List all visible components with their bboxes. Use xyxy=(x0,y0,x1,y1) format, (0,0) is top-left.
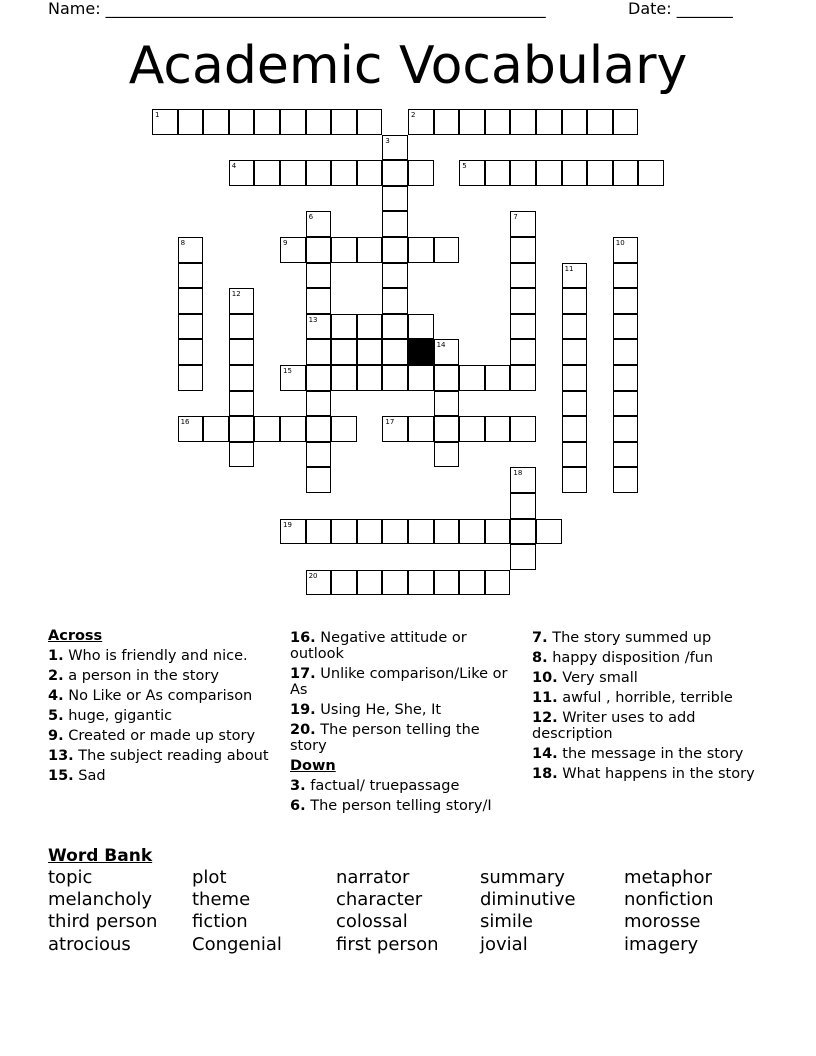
crossword-cell[interactable] xyxy=(434,339,460,365)
word-bank-item: morosse xyxy=(624,911,701,932)
crossword-cell[interactable] xyxy=(357,314,383,340)
clue-number: 13 xyxy=(308,315,318,324)
crossword-cell[interactable] xyxy=(178,339,204,365)
crossword-cell[interactable] xyxy=(613,467,639,493)
crossword-cell[interactable] xyxy=(254,109,280,135)
word-bank-item: topic xyxy=(48,867,93,888)
word-bank-item: theme xyxy=(192,889,251,910)
crossword-cell[interactable] xyxy=(510,237,536,263)
crossword-cell[interactable] xyxy=(306,314,332,340)
crossword-cell[interactable] xyxy=(562,339,588,365)
crossword-cell[interactable] xyxy=(510,211,536,237)
crossword-cell[interactable] xyxy=(434,237,460,263)
crossword-cell[interactable] xyxy=(459,365,485,391)
crossword-cell[interactable] xyxy=(510,314,536,340)
clue-across-9: 9. Created or made up story xyxy=(48,728,256,744)
crossword-cell[interactable] xyxy=(178,314,204,340)
crossword-cell[interactable] xyxy=(562,288,588,314)
crossword-cell[interactable] xyxy=(562,109,588,135)
crossword-cell[interactable] xyxy=(485,519,511,545)
crossword-cell[interactable] xyxy=(306,288,332,314)
page-title: Academic Vocabulary xyxy=(128,36,688,96)
crossword-cell[interactable] xyxy=(613,109,639,135)
clue-number: 20 xyxy=(308,571,318,580)
crossword-cell[interactable] xyxy=(306,109,332,135)
crossword-cell[interactable] xyxy=(562,314,588,340)
crossword-cell[interactable] xyxy=(382,160,408,186)
clue-down-6: 6. The person telling story/I xyxy=(290,798,492,814)
crossword-cell[interactable] xyxy=(280,160,306,186)
word-bank-item: melancholy xyxy=(48,889,153,910)
word-bank-item: diminutive xyxy=(480,889,576,910)
crossword-cell[interactable] xyxy=(434,391,460,417)
clue-down-11: 11. awful , horrible, terrible xyxy=(532,690,733,706)
crossword-cell[interactable] xyxy=(459,109,485,135)
clue-number: 9 xyxy=(283,239,288,247)
crossword-cell[interactable] xyxy=(587,160,613,186)
crossword-cell[interactable] xyxy=(638,160,664,186)
crossword-cell[interactable] xyxy=(331,416,357,442)
crossword-cell[interactable] xyxy=(357,365,383,391)
crossword-cell[interactable] xyxy=(485,570,511,596)
crossword-cell[interactable] xyxy=(306,391,332,417)
crossword-cell[interactable] xyxy=(178,237,204,263)
word-bank-item: nonfiction xyxy=(624,889,714,910)
crossword-cell[interactable] xyxy=(510,544,536,570)
clue-number: 19 xyxy=(283,520,292,529)
crossword-cell[interactable] xyxy=(382,186,408,212)
crossword-cell[interactable] xyxy=(382,237,408,263)
word-bank-item: third person xyxy=(48,911,158,932)
crossword-cell[interactable] xyxy=(357,519,383,545)
crossword-cell[interactable] xyxy=(562,467,588,493)
crossword-cell[interactable] xyxy=(459,160,485,186)
clue-number: 7 xyxy=(513,213,518,222)
crossword-cell[interactable] xyxy=(382,570,408,596)
crossword-cell[interactable] xyxy=(434,416,460,442)
clue-down-7: 7. The story summed up xyxy=(532,630,712,646)
crossword-cell[interactable] xyxy=(203,416,229,442)
crossword-cell[interactable] xyxy=(178,263,204,289)
clue-number: 11 xyxy=(564,264,574,273)
crossword-cell[interactable] xyxy=(331,109,357,135)
clue-down-14: 14. the message in the story xyxy=(532,746,744,762)
crossword-cell[interactable] xyxy=(254,160,280,186)
crossword-cell[interactable] xyxy=(510,339,536,365)
crossword-cell[interactable] xyxy=(331,314,357,340)
crossword-cell[interactable] xyxy=(306,467,332,493)
crossword-cell[interactable] xyxy=(203,109,229,135)
word-bank-item: jovial xyxy=(480,934,528,955)
crossword-cell[interactable] xyxy=(485,160,511,186)
crossword-cell[interactable] xyxy=(434,365,460,391)
clue-number: 14 xyxy=(436,341,446,350)
crossword-cell[interactable] xyxy=(485,365,511,391)
crossword-cell[interactable] xyxy=(280,237,306,263)
clue-down-3: 3. factual/ truepassage xyxy=(290,778,460,794)
crossword-cell[interactable] xyxy=(331,365,357,391)
down-heading: Down xyxy=(290,758,336,774)
crossword-cell[interactable] xyxy=(331,160,357,186)
crossword-cell[interactable] xyxy=(408,365,434,391)
crossword-cell[interactable] xyxy=(408,237,434,263)
crossword-cell[interactable] xyxy=(382,416,408,442)
crossword-cell[interactable] xyxy=(306,211,332,237)
clues-column-2 xyxy=(290,630,518,818)
clue-number: 3 xyxy=(385,136,390,145)
crossword-cell[interactable] xyxy=(306,570,332,596)
word-bank-item: fiction xyxy=(192,911,248,932)
crossword-cell[interactable] xyxy=(229,314,255,340)
clue-across-16: 16. Negative attitude or outlook xyxy=(290,630,467,662)
crossword-cell[interactable] xyxy=(382,135,408,161)
crossword-cell[interactable] xyxy=(562,416,588,442)
word-bank-item: atrocious xyxy=(48,934,131,955)
crossword-cell[interactable] xyxy=(357,339,383,365)
crossword-cell[interactable] xyxy=(306,365,332,391)
crossword-cell[interactable] xyxy=(382,365,408,391)
crossword-cell[interactable] xyxy=(510,109,536,135)
crossword-cell[interactable] xyxy=(613,160,639,186)
crossword-cell[interactable] xyxy=(613,442,639,468)
crossword-cell[interactable] xyxy=(382,314,408,340)
clue-across-1: 1. Who is friendly and nice. xyxy=(48,648,248,664)
clue-number: 8 xyxy=(180,239,186,247)
name-field-label: Name: _______________________________________________________ xyxy=(48,0,546,18)
crossword-cell[interactable] xyxy=(229,442,255,468)
clue-number: 15 xyxy=(283,367,292,375)
crossword-cell[interactable] xyxy=(408,416,434,442)
crossword-cell[interactable] xyxy=(510,160,536,186)
clue-across-13: 13. The subject reading about xyxy=(48,748,269,764)
crossword-cell[interactable] xyxy=(408,314,434,340)
word-bank-item: metaphor xyxy=(624,867,712,888)
crossword-cell[interactable] xyxy=(254,416,280,442)
crossword-cell[interactable] xyxy=(562,160,588,186)
crossword-cell[interactable] xyxy=(331,570,357,596)
word-bank-item: simile xyxy=(480,911,533,932)
crossword-cell[interactable] xyxy=(357,570,383,596)
crossword-cell[interactable] xyxy=(434,570,460,596)
crossword-cell[interactable] xyxy=(306,263,332,289)
clue-across-2: 2. a person in the story xyxy=(48,668,219,684)
crossword-cell[interactable] xyxy=(613,365,639,391)
word-bank-item: colossal xyxy=(336,911,408,932)
crossword-cell[interactable] xyxy=(434,519,460,545)
word-bank-item: summary xyxy=(480,867,565,888)
crossword-cell[interactable] xyxy=(613,391,639,417)
crossword-cell[interactable] xyxy=(280,416,306,442)
clue-number: 2 xyxy=(411,111,416,119)
crossword-cell[interactable] xyxy=(152,109,178,135)
crossword-cell[interactable] xyxy=(510,263,536,289)
crossword-cell[interactable] xyxy=(536,519,562,545)
crossword-cell[interactable] xyxy=(306,442,332,468)
crossword-cell[interactable] xyxy=(178,109,204,135)
crossword-cell[interactable] xyxy=(459,519,485,545)
word-bank-item: character xyxy=(336,889,423,910)
crossword-cell[interactable] xyxy=(229,288,255,314)
clue-down-18: 18. What happens in the story xyxy=(532,766,755,782)
date-field-label: Date: _______ xyxy=(628,0,733,18)
word-bank-heading: Word Bank xyxy=(48,846,153,866)
crossword-cell[interactable] xyxy=(306,339,332,365)
crossword-cell[interactable] xyxy=(562,263,588,289)
crossword-cell[interactable] xyxy=(306,160,332,186)
crossword-cell[interactable] xyxy=(357,160,383,186)
clue-down-10: 10. Very small xyxy=(532,670,638,686)
crossword-cell[interactable] xyxy=(229,416,255,442)
clue-number: 18 xyxy=(513,469,523,478)
clue-across-19: 19. Using He, She, It xyxy=(290,702,442,718)
crossword-cell[interactable] xyxy=(562,391,588,417)
crossword-cell[interactable] xyxy=(331,519,357,545)
crossword-cell[interactable] xyxy=(178,288,204,314)
crossword-cell[interactable] xyxy=(306,519,332,545)
crossword-cell[interactable] xyxy=(280,109,306,135)
clue-number: 1 xyxy=(155,111,160,119)
crossword-cell[interactable] xyxy=(382,519,408,545)
crossword-cell[interactable] xyxy=(485,109,511,135)
crossword-cell[interactable] xyxy=(357,237,383,263)
crossword-cell[interactable] xyxy=(485,416,511,442)
clue-across-17: 17. Unlike comparison/Like or As xyxy=(290,666,508,698)
crossword-cell[interactable] xyxy=(613,263,639,289)
crossword-cell[interactable] xyxy=(536,160,562,186)
crossword-cell[interactable] xyxy=(280,365,306,391)
crossword-cell[interactable] xyxy=(331,237,357,263)
crossword-cell[interactable] xyxy=(510,365,536,391)
clue-down-12: 12. Writer uses to add description xyxy=(532,710,696,742)
crossword-cell[interactable] xyxy=(613,416,639,442)
crossword-cell[interactable] xyxy=(562,442,588,468)
word-bank-item: Congenial xyxy=(192,934,282,955)
crossword-cell[interactable] xyxy=(408,109,434,135)
clue-across-4: 4. No Like or As comparison xyxy=(48,688,253,704)
clue-number: 6 xyxy=(308,213,314,222)
crossword-cell[interactable] xyxy=(510,519,536,545)
clue-across-15: 15. Sad xyxy=(48,768,106,784)
crossword-cell[interactable] xyxy=(280,519,306,545)
clue-across-5: 5. huge, gigantic xyxy=(48,708,173,724)
crossword-cell[interactable] xyxy=(434,109,460,135)
clue-number: 4 xyxy=(231,162,237,171)
crossword-cell[interactable] xyxy=(459,570,485,596)
crossword-cell[interactable] xyxy=(434,442,460,468)
crossword-cell[interactable] xyxy=(408,570,434,596)
crossword-cell[interactable] xyxy=(408,519,434,545)
clue-across-20: 20. The person telling the story xyxy=(290,722,480,754)
clue-number: 5 xyxy=(462,162,467,171)
crossword-cell[interactable] xyxy=(536,109,562,135)
crossword-block xyxy=(408,339,434,365)
crossword-cell[interactable] xyxy=(613,339,639,365)
crossword-cell[interactable] xyxy=(229,391,255,417)
crossword-cell[interactable] xyxy=(178,365,204,391)
crossword-cell[interactable] xyxy=(331,339,357,365)
crossword-cell[interactable] xyxy=(382,211,408,237)
crossword-cell[interactable] xyxy=(613,314,639,340)
word-bank-item: plot xyxy=(192,867,227,888)
crossword-cell[interactable] xyxy=(229,160,255,186)
clue-number: 17 xyxy=(385,418,395,427)
crossword-cell[interactable] xyxy=(613,288,639,314)
crossword-cell[interactable] xyxy=(510,467,536,493)
clue-down-8: 8. happy disposition /fun xyxy=(532,650,714,666)
crossword-cell[interactable] xyxy=(510,288,536,314)
crossword-cell[interactable] xyxy=(306,416,332,442)
clue-number: 10 xyxy=(615,239,625,247)
across-heading: Across xyxy=(48,628,103,644)
crossword-cell[interactable] xyxy=(382,339,408,365)
crossword-cell[interactable] xyxy=(306,237,332,263)
crossword-cell[interactable] xyxy=(357,109,383,135)
clue-number: 16 xyxy=(180,418,190,427)
clues-column-3 xyxy=(532,630,762,786)
crossword-cell[interactable] xyxy=(510,493,536,519)
crossword-cell[interactable] xyxy=(229,109,255,135)
crossword-cell[interactable] xyxy=(459,416,485,442)
crossword-cell[interactable] xyxy=(382,263,408,289)
word-bank-item: imagery xyxy=(624,934,699,955)
crossword-cell[interactable] xyxy=(613,237,639,263)
crossword-cell[interactable] xyxy=(229,339,255,365)
word-bank-item: first person xyxy=(336,934,439,955)
crossword-cell[interactable] xyxy=(562,365,588,391)
clues-column-1 xyxy=(48,628,276,788)
word-bank-item: narrator xyxy=(336,867,410,888)
crossword-cell[interactable] xyxy=(382,288,408,314)
clue-number: 12 xyxy=(231,290,241,299)
crossword-cell[interactable] xyxy=(510,416,536,442)
crossword-cell[interactable] xyxy=(408,160,434,186)
crossword-cell[interactable] xyxy=(229,365,255,391)
crossword-cell[interactable] xyxy=(178,416,204,442)
crossword-cell[interactable] xyxy=(587,109,613,135)
